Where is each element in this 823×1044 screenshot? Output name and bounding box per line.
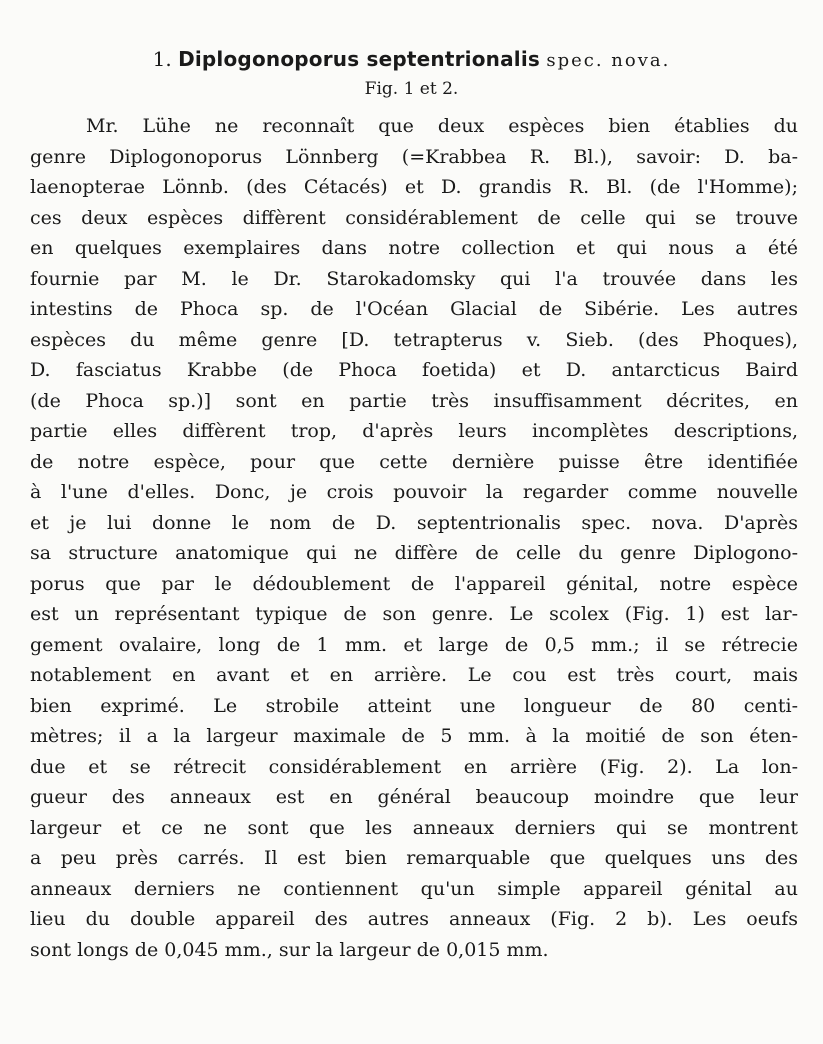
text-line: genre Diplogonoporus Lönnberg (=Krabbea R. Bl.), savoir: D. ba- <box>30 145 798 168</box>
text-line: gement ovalaire, long de 1 mm. et large de 0,5 mm.; il se rétrecie <box>30 633 798 656</box>
text-line: anneaux derniers ne contiennent qu'un simple appareil génital au <box>30 877 798 900</box>
text-line: intestins de Phoca sp. de l'Océan Glacial de Sibérie. Les autres <box>30 298 798 320</box>
species-heading <box>0 44 823 76</box>
text-line: gueur des anneaux est en général beaucoup moindre que leur <box>30 786 798 808</box>
section-number: 1. <box>152 47 172 71</box>
text-line: en quelques exemplaires dans notre collection et qui nous a été <box>30 237 798 259</box>
text-line: et je lui donne le nom de D. septentrionalis spec. nova. D'après <box>30 511 798 534</box>
text-line: notablement en avant et en arrière. Le cou est très court, mais <box>30 664 798 686</box>
text-line: largeur et ce ne sont que les anneaux derniers qui se montrent <box>30 816 798 839</box>
text-line: mètres; il a la largeur maximale de 5 mm. à la moitié de son éten- <box>30 725 798 747</box>
text-line: partie elles diffèrent trop, d'après leurs incomplètes descriptions, <box>30 420 798 442</box>
text-line: a peu près carrés. Il est bien remarquable que quelques uns des <box>30 847 798 869</box>
text-line: lieu du double appareil des autres anneaux (Fig. 2 b). Les oeufs <box>30 908 798 930</box>
text-line: à l'une d'elles. Donc, je crois pouvoir la regarder comme nouvelle <box>30 481 798 503</box>
figure-reference: Fig. 1 et 2. <box>364 79 459 99</box>
text-line: porus que par le dédoublement de l'appareil génital, notre espèce <box>30 572 798 595</box>
text-line: est un représentant typique de son genre. Le scolex (Fig. 1) est lar- <box>30 603 798 625</box>
text-line: D. fasciatus Krabbe (de Phoca foetida) et D. antarcticus Baird <box>30 359 798 381</box>
text-line: laenopterae Lönnb. (des Cétacés) et D. grandis R. Bl. (de l'Homme); <box>30 176 798 198</box>
text-line: due et se rétrecit considérablement en arrière (Fig. 2). La lon- <box>30 755 798 778</box>
body-paragraph <box>30 111 798 965</box>
text-line: espèces du même genre [D. tetrapterus v. Sieb. (des Phoques), <box>30 328 798 351</box>
text-line: sa structure anatomique qui ne diffère de celle du genre Diplogono- <box>30 542 798 564</box>
species-name: Diplogonoporus septentrionalis <box>178 47 541 71</box>
species-suffix: spec. nova. <box>546 50 671 71</box>
text-line: bien exprimé. Le strobile atteint une longueur de 80 centi- <box>30 694 798 717</box>
text-line: fournie par M. le Dr. Starokadomsky qui l'a trouvée dans les <box>30 267 798 290</box>
text-line: de notre espèce, pour que cette dernière puisse être identifiée <box>30 450 798 473</box>
text-line: Mr. Lühe ne reconnaît que deux espèces bien établies du <box>86 115 798 137</box>
text-line: sont longs de 0,045 mm., sur la largeur de 0,015 mm. <box>30 938 549 961</box>
text-line: (de Phoca sp.)] sont en partie très insuffisamment décrites, en <box>30 389 798 412</box>
text-line: ces deux espèces diffèrent considérablement de celle qui se trouve <box>30 206 798 229</box>
